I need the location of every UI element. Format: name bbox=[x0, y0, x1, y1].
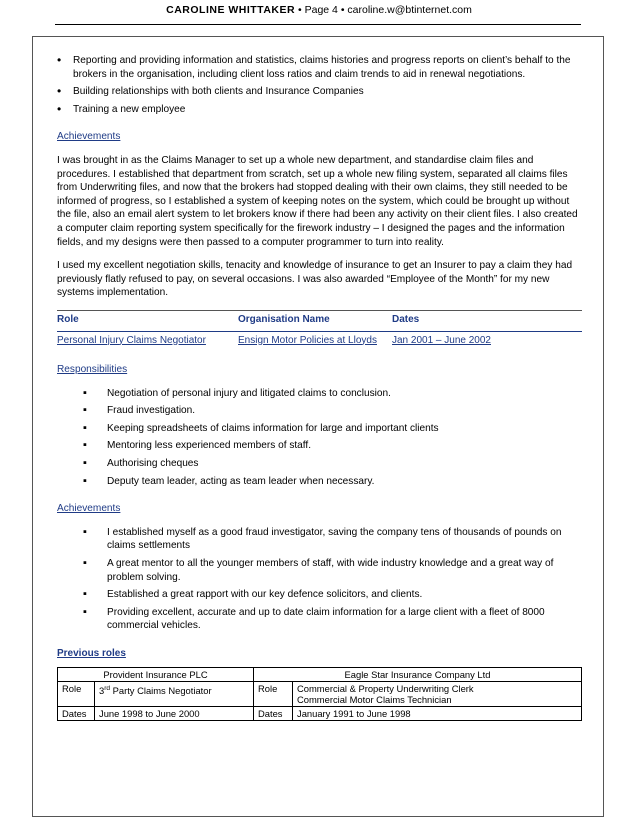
organisation-cell: Ensign Motor Policies at Lloyds bbox=[238, 331, 392, 349]
list-item: ▪ Authorising cheques bbox=[83, 457, 582, 471]
column-header: Role bbox=[57, 313, 79, 325]
list-item: ▪ Providing excellent, accurate and up to date claim information for a large client with a fleet of 8000 commercial vehicles. bbox=[83, 606, 582, 633]
candidate-name: CAROLINE WHITTAKER bbox=[166, 4, 296, 16]
role-cell: Personal Injury Claims Negotiator bbox=[57, 331, 238, 349]
role-cell: 3rd Party Claims Negotiator bbox=[95, 681, 254, 706]
label-cell: Dates bbox=[58, 706, 95, 720]
list-item: ▪ Keeping spreadsheets of claims information for large and important clients bbox=[83, 422, 582, 436]
page-header bbox=[0, 4, 638, 16]
list-item: ▪ Negotiation of personal injury and litigated claims to conclusion. bbox=[83, 387, 582, 401]
table-row bbox=[58, 706, 582, 720]
responsibilities-list bbox=[57, 387, 582, 489]
column-header: Dates bbox=[392, 313, 420, 325]
table-row bbox=[58, 681, 582, 706]
email: caroline.w@btinternet.com bbox=[347, 4, 472, 16]
role-table-header bbox=[57, 310, 582, 331]
responsibilities-heading: Responsibilities bbox=[57, 364, 128, 376]
list-item: ▪ A great mentor to all the younger members of staff, with wide industry knowledge and a great way of problem solving. bbox=[83, 557, 582, 584]
column-header: Organisation Name bbox=[238, 313, 330, 325]
header-rule bbox=[55, 24, 581, 25]
list-item: • Training a new employee bbox=[57, 103, 582, 117]
table-row bbox=[57, 331, 582, 349]
previous-roles-table bbox=[57, 667, 582, 721]
table-row bbox=[58, 667, 582, 681]
intro-bullet-list bbox=[57, 54, 582, 116]
role-cell: Commercial & Property Underwriting Clerk Commercial Motor Claims Technician bbox=[293, 681, 582, 706]
page-number: Page 4 bbox=[304, 4, 338, 16]
dates-cell: January 1991 to June 1998 bbox=[293, 706, 582, 720]
label-cell: Role bbox=[254, 681, 293, 706]
dates-cell: June 1998 to June 2000 bbox=[95, 706, 254, 720]
label-cell: Role bbox=[58, 681, 95, 706]
achievements-paragraph: I used my excellent negotiation skills, tenacity and knowledge of insurance to get an Insurer to pay a claim they had previously flatly refused to pay, on several occasions. I was also awarded “Employee of the Month” for my new systems implementation. bbox=[57, 260, 573, 299]
achievements-paragraph: I was brought in as the Claims Manager to set up a whole new department, and standardise claim files and procedures. I established that department from scratch, set up a whole new filing system, separated all claims files from Underwriting files, and now that the brokers had stopped dealing with their own claims, they still needed to be informed of progress, so I established a system of keeping notes on the system, which could be brought up without the file, also an email alert system to let brokers know if there had been any activity on their client files. I also created a computer claim reporting system specifically for the firework industry – I designed the pages and the information fields, and my designs were then passed to a computer programmer to turn into reality. bbox=[57, 154, 578, 248]
previous-roles-heading: Previous roles bbox=[57, 648, 126, 659]
page-content bbox=[57, 54, 582, 721]
list-item: • Building relationships with both clients and Insurance Companies bbox=[57, 85, 582, 99]
list-item: ▪ Deputy team leader, acting as team leader when necessary. bbox=[83, 475, 582, 489]
list-item: ▪ Fraud investigation. bbox=[83, 404, 582, 418]
list-item: ▪ Mentoring less experienced members of staff. bbox=[83, 439, 582, 453]
company-cell: Eagle Star Insurance Company Ltd bbox=[254, 667, 582, 681]
dates-cell: Jan 2001 – June 2002 bbox=[392, 331, 582, 349]
label-cell: Dates bbox=[254, 706, 293, 720]
achievements-list bbox=[57, 526, 582, 633]
list-item: • Reporting and providing information and statistics, claims histories and progress reports on client’s behalf to the brokers in the organisation, including client loss ratios and claim trends to aid in renewal negotiations. bbox=[57, 54, 582, 81]
list-item: ▪ I established myself as a good fraud investigator, saving the company tens of thousands of pounds on claims settlements bbox=[83, 526, 582, 553]
achievements-heading: Achievements bbox=[57, 131, 121, 143]
separator: • bbox=[298, 4, 302, 16]
achievements-heading: Achievements bbox=[57, 503, 121, 515]
role-table bbox=[57, 310, 582, 349]
company-cell: Provident Insurance PLC bbox=[58, 667, 254, 681]
list-item: ▪ Established a great rapport with our key defence solicitors, and clients. bbox=[83, 588, 582, 602]
separator: • bbox=[340, 4, 345, 16]
